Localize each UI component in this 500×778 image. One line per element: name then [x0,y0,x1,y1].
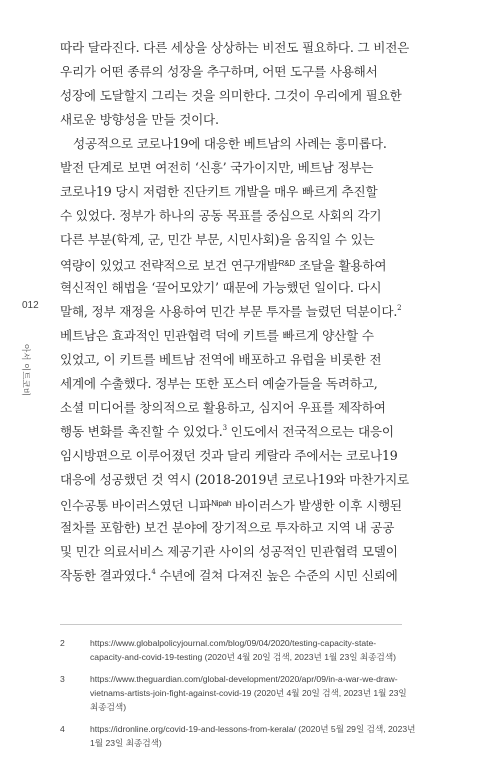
text-segment: 말해, 정부 재정을 사용하여 민간 부문 투자를 늘렸던 덕분이다. [60,304,398,319]
text-line [60,492,462,516]
page-number: 012 [22,300,39,311]
footnote-line: vietnams-artists-join-fight-against-covid-19 (2020년 4월 20일 검색, 2023년 1월 23일 [90,688,407,698]
footnote-line: https://idronline.org/covid-19-and-lessons-from-kerala/ (2020년 5월 29일 검색, 2023년 [90,724,416,734]
text-segment: 인수공통 바이러스였던 니파 [60,498,212,513]
text-line: 발전 단계로 보면 여전히 ‘신흥’ 국가이지만, 베트남 정부는 [60,160,374,175]
text-line: 절차를 포함한) 보건 분야에 장기적으로 투자하고 지역 내 공공 [60,520,395,535]
text-line: 혁신적인 해법을 ‘끌어모았기’ 때문에 가능했던 일이다. 다시 [60,280,382,295]
running-head: 아서 이트코비 [20,344,30,396]
footnote-number: 4 [60,724,65,734]
footnote-text [90,636,470,664]
text-line: 및 민간 의료서비스 제공기관 사이의 성공적인 민관협력 모델이 [60,544,398,559]
text-line [60,252,462,276]
footnote-divider [60,624,402,625]
footnote-number: 3 [60,674,65,684]
text-line: 있었고, 이 키트를 베트남 전역에 배포하고 유럽을 비롯한 전 [60,352,382,367]
footnote-line: capacity-and-covid-19-testing (2020년 4월 20일 검색, 2023년 1월 23일 최종검색) [90,652,396,662]
footnote-text [90,722,470,750]
gloss-rd: R&D [278,259,295,268]
text-line: 성공적으로 코로나19에 대응한 베트남의 사례는 흥미롭다. [73,136,387,151]
text-line [60,420,462,444]
text-segment: 작동한 결과였다. [60,568,152,583]
text-line: 새로운 방향성을 만들 것이다. [60,112,219,127]
text-line: 임시방편으로 이루어졌던 것과 달리 케랄라 주에서는 코로나19 [60,448,398,463]
text-line: 코로나19 당시 저렴한 진단키트 개발을 매우 빠르게 추진할 [60,184,378,199]
text-segment: 바이러스가 발생한 이후 시행된 [231,498,402,513]
footnote-line: 1월 23일 최종검색) [90,738,162,748]
footnote-line: 최종검색) [90,702,127,712]
text-line [60,564,462,588]
text-line: 우리가 어떤 종류의 성장을 추구하며, 어떤 도구를 사용해서 [60,64,378,79]
footnote-line: https://www.theguardian.com/global-development/2020/apr/09/in-a-war-we-draw- [90,674,398,684]
gloss-nipah: Nipah [211,499,232,508]
text-line: 베트남은 효과적인 민관협력 덕에 키트를 빠르게 양산할 수 [60,328,374,343]
text-line: 따라 달라진다. 다른 세상을 상상하는 비전도 필요하다. 그 비전은 [60,40,410,55]
text-segment: 역량이 있었고 전략적으로 보건 연구개발 [60,258,279,273]
footnote-ref-3: 3 [222,424,227,432]
text-line [60,300,462,324]
text-line: 대응에 성공했던 것 역시 (2018-2019년 코로나19와 마찬가지로 [60,472,410,487]
footnote-number: 2 [60,638,65,648]
footnote-line: https://www.globalpolicyjournal.com/blog/09/04/2020/testing-capacity-state- [90,638,377,648]
text-segment: 수년에 걸쳐 다져진 높은 수준의 시민 신뢰에 [155,568,398,583]
text-segment: 조달을 활용하여 [294,258,387,273]
footnote-ref-2: 2 [397,304,402,312]
text-segment: 행동 변화를 촉진할 수 있었다. [60,424,223,439]
text-line: 수 있었다. 정부가 하나의 공동 목표를 중심으로 사회의 각기 [60,208,382,223]
footnote-text [90,672,470,714]
body-text [60,36,462,588]
text-segment: 인도에서 전국적으로는 대응이 [226,424,394,439]
text-line: 소셜 미디어를 창의적으로 활용하고, 심지어 우표를 제작하여 [60,400,386,415]
text-line: 성장에 도달할지 그리는 것을 의미한다. 그것이 우리에게 필요한 [60,88,402,103]
text-line: 다른 부분(학계, 군, 민간 부문, 시민사회)을 움직일 수 있는 [60,232,375,247]
text-line: 세계에 수출했다. 정부는 또한 포스터 예술가들을 독려하고, [60,376,378,391]
footnote-ref-4: 4 [151,568,156,576]
